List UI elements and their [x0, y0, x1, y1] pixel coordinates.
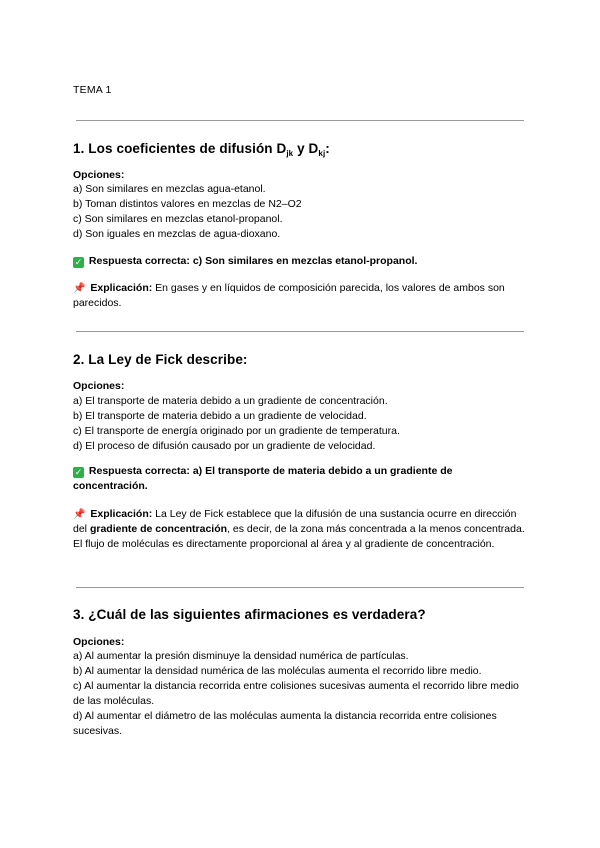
divider — [76, 331, 524, 332]
question-2-explanation: 📌 Explicación: La Ley de Fick establece que la difusión de una sustancia ocurre en dirección del gradiente de concentración, es decir, de la zona más concentrada a la menos concentrada. El flujo de moléculas es directamente proporcional al área y al gradiente de concentración. — [73, 508, 525, 550]
question-3-options — [73, 649, 528, 739]
option-c: c) Son similares en mezclas etanol-propanol. — [73, 213, 283, 225]
option-a: a) Al aumentar la presión disminuye la densidad numérica de partículas. — [73, 650, 409, 662]
topic-label: TEMA 1 — [73, 84, 112, 96]
pushpin-icon: 📌 — [73, 283, 86, 294]
option-c: c) Al aumentar la distancia recorrida entre colisiones sucesivas aumenta el recorrido libre medio de las moléculas. — [73, 680, 519, 707]
divider — [76, 120, 524, 121]
option-b: b) Al aumentar la densidad numérica de las moléculas aumenta el recorrido libre medio. — [73, 665, 482, 677]
option-d: d) Son iguales en mezclas de agua-dioxano. — [73, 228, 281, 240]
question-2-options — [73, 394, 528, 454]
question-2-title: 2. La Ley de Fick describe: — [73, 352, 248, 367]
pushpin-icon: 📌 — [73, 509, 86, 520]
options-heading: Opciones: — [73, 380, 125, 392]
option-b: b) Toman distintos valores en mezclas de N2–O2 — [73, 198, 302, 210]
question-1-options — [73, 182, 528, 242]
option-c: c) El transporte de energía originado por un gradiente de temperatura. — [73, 425, 400, 437]
check-mark-icon: ✓ — [74, 467, 83, 477]
option-a: a) El transporte de materia debido a un gradiente de concentración. — [73, 395, 388, 407]
option-b: b) El transporte de materia debido a un gradiente de velocidad. — [73, 410, 367, 422]
divider — [76, 587, 524, 588]
question-1-explanation: 📌 Explicación: En gases y en líquidos de composición parecida, los valores de ambos son parecidos. — [73, 282, 505, 309]
question-2-answer: ✓ Respuesta correcta: a) El transporte de materia debido a un gradiente de concentración. — [73, 465, 453, 492]
option-d: d) El proceso de difusión causado por un gradiente de velocidad. — [73, 440, 376, 452]
question-1-title: 1. Los coeficientes de difusión $D_{jk}$ y $D_{kj}$: — [73, 141, 330, 158]
options-heading: Opciones: — [73, 169, 125, 181]
option-a: a) Son similares en mezclas agua-etanol. — [73, 183, 266, 195]
check-mark-icon: ✓ — [74, 257, 83, 267]
options-heading: Opciones: — [73, 636, 125, 648]
option-d: d) Al aumentar el diámetro de las moléculas aumenta la distancia recorrida entre colisiones sucesivas. — [73, 710, 497, 737]
question-3-title: 3. ¿Cuál de las siguientes afirmaciones es verdadera? — [73, 607, 426, 622]
question-1-answer: ✓ Respuesta correcta: c) Son similares en mezclas etanol-propanol. — [74, 255, 418, 267]
